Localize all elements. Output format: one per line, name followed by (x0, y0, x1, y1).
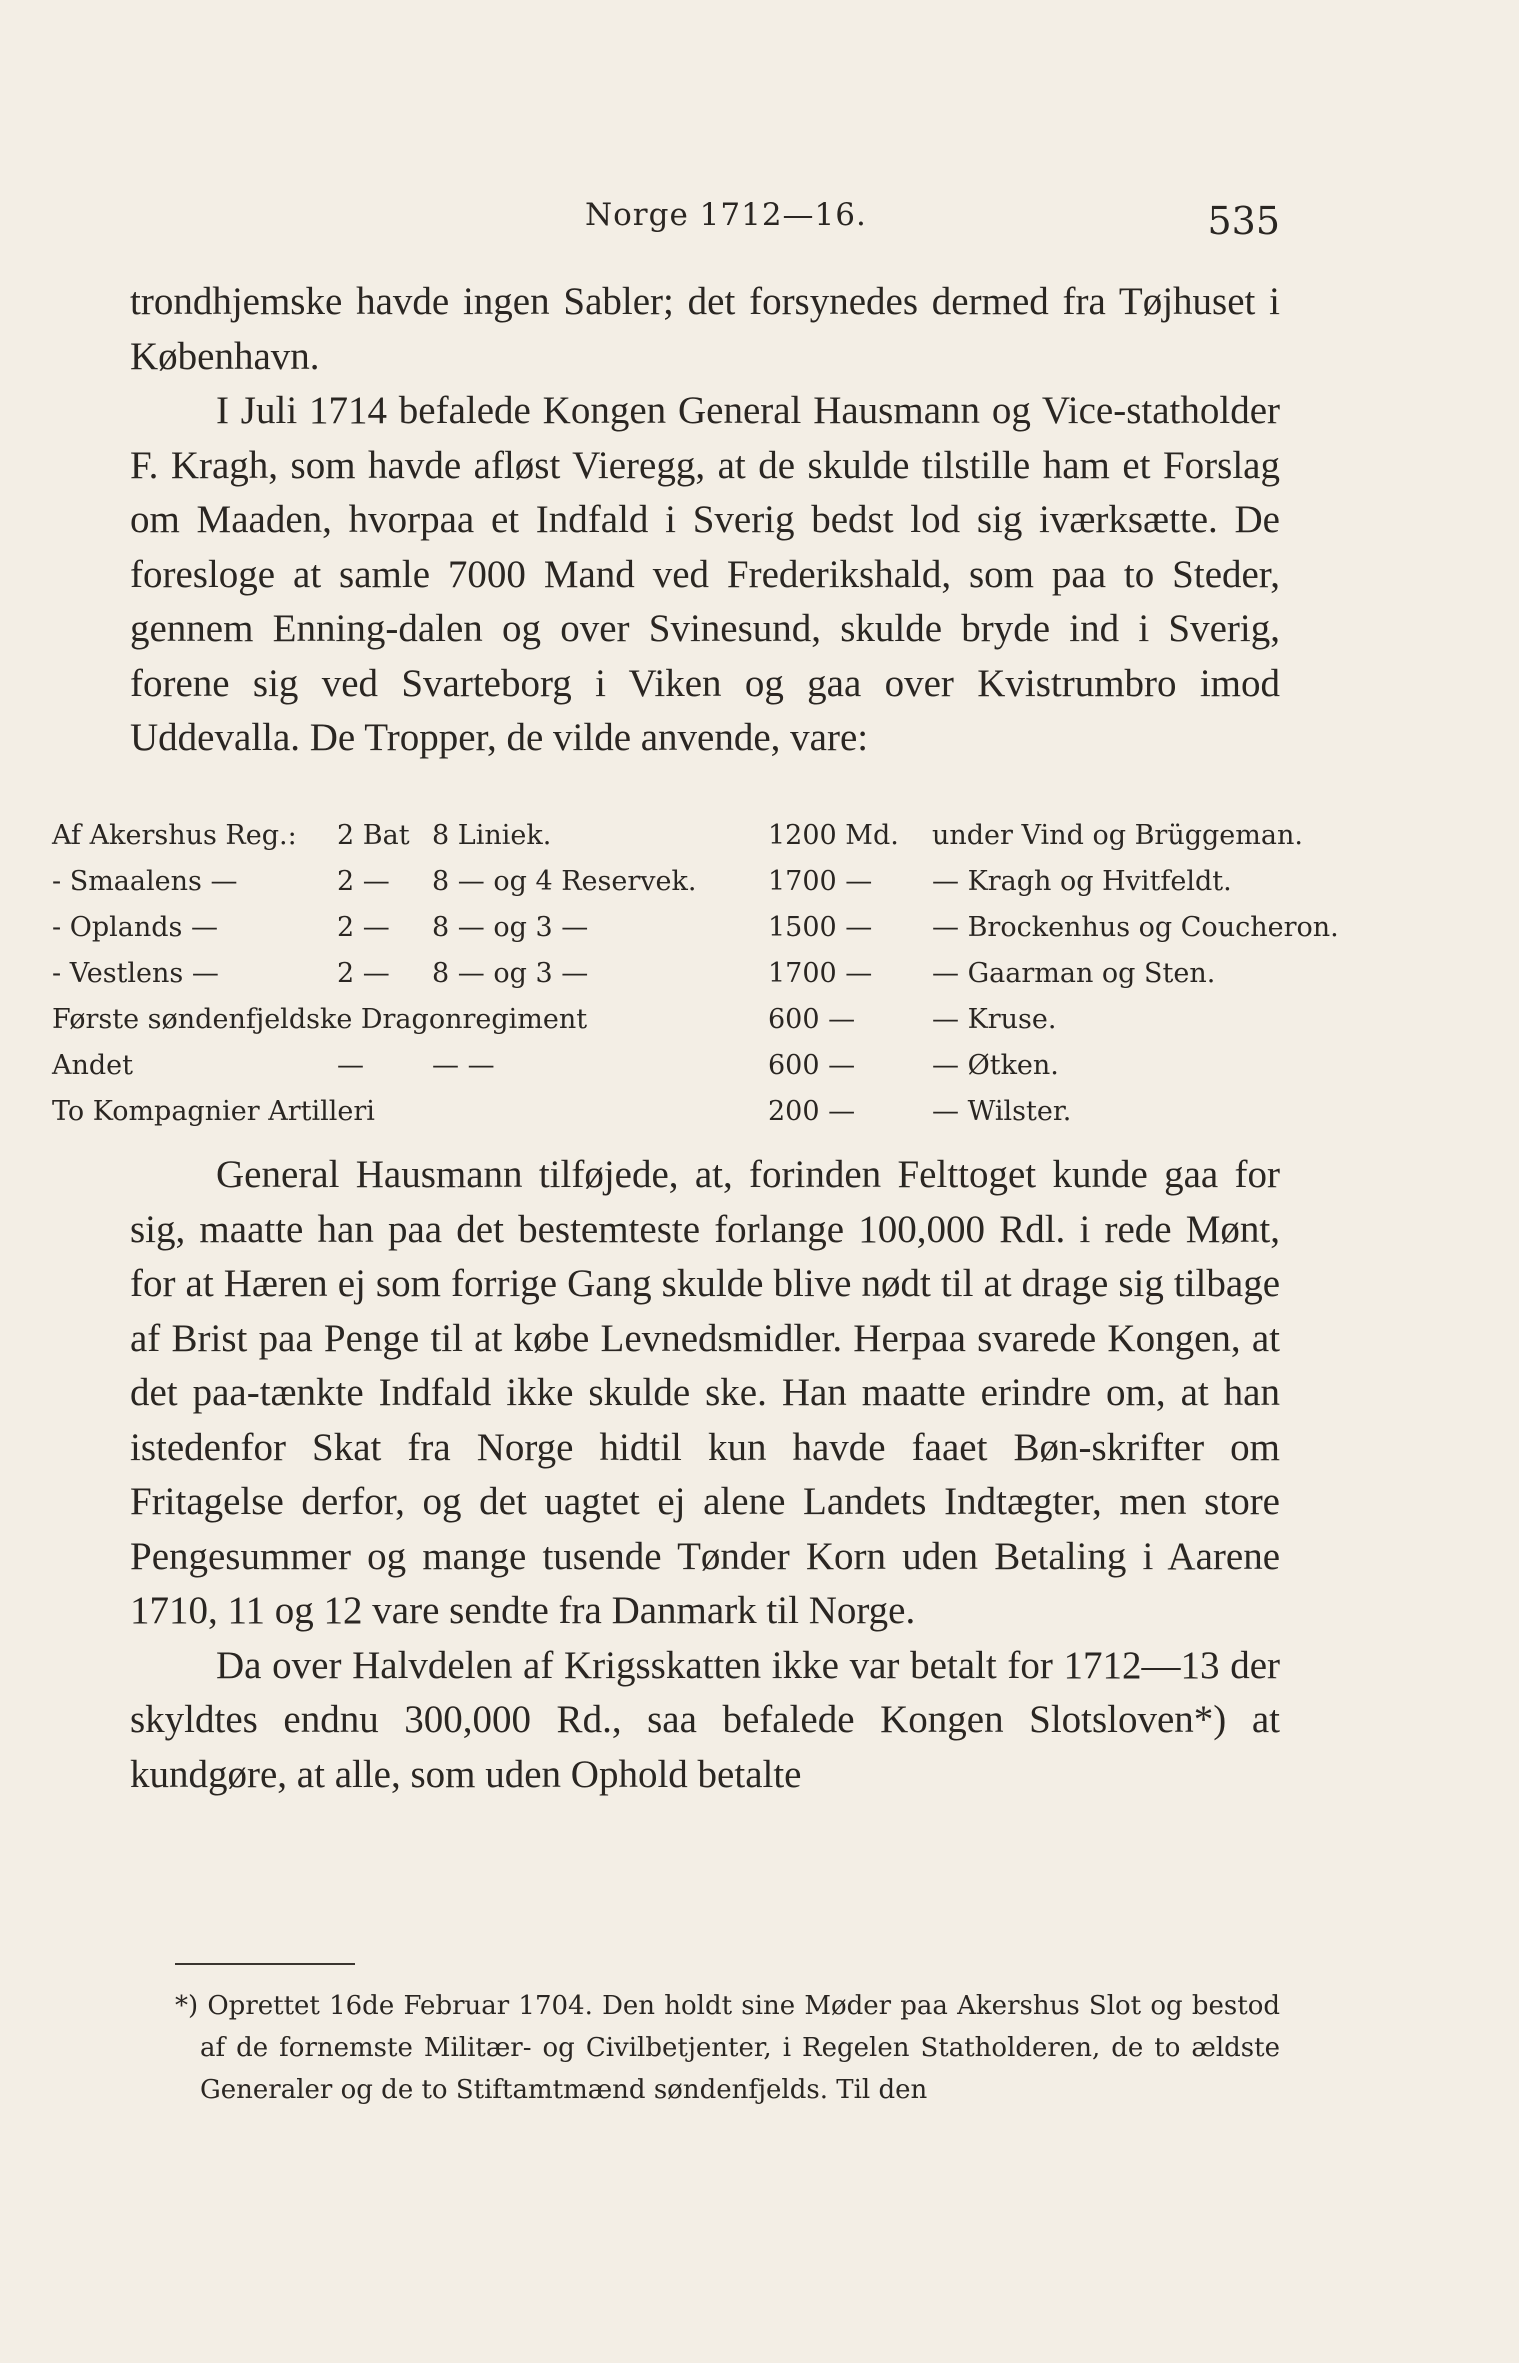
troop-men: 1500 — (768, 912, 873, 943)
troop-companies: 8 — og 3 — (432, 912, 589, 943)
paragraph: trondhjemske havde ingen Sabler; det forsynedes dermed fra Tøjhuset i København. (130, 280, 1280, 378)
troop-commanders: — Øtken. (932, 1050, 1059, 1081)
troop-battalions: 2 — (337, 866, 390, 897)
body-text-top (130, 275, 1280, 766)
paragraph: General Hausmann tilføjede, at, forinden Felttoget kunde gaa for sig, maatte han paa det bestemteste forlange 100,000 Rdl. i rede Mønt, for at Hæren ej som forrige Gang skulde blive nødt til at drage sig tilbage af Brist paa Penge til at købe Levnedsmidler. Herpaa svarede Kongen, at det paa-tænkte Indfald ikke skulde ske. Han maatte erindre om, at han istedenfor Skat fra Norge hidtil kun havde faaet Bøn-skrifter om Fritagelse derfor, og det uagtet ej alene Landets Indtægter, men store Pengesummer og mange tusende Tønder Korn uden Betaling i Aarene 1710, 11 og 12 vare sendte fra Danmark til Norge. (130, 1153, 1280, 1632)
troop-unit: To Kompagnier Artilleri (52, 1096, 375, 1127)
table-row (52, 1050, 1352, 1096)
troop-men: 600 — (768, 1004, 856, 1035)
troop-unit: - Vestlens — (52, 958, 219, 989)
troop-commanders: — Kruse. (932, 1004, 1057, 1035)
troop-men: 1200 Md. (768, 820, 899, 851)
troop-companies: 8 — og 4 Reservek. (432, 866, 697, 897)
troop-commanders: — Gaarman og Sten. (932, 958, 1216, 989)
troop-men: 600 — (768, 1050, 856, 1081)
troop-unit: - Smaalens — (52, 866, 238, 897)
table-row (52, 958, 1352, 1004)
troop-commanders: — Brockenhus og Coucheron. (932, 912, 1339, 943)
paragraph: Da over Halvdelen af Krigsskatten ikke var betalt for 1712—13 der skyldtes endnu 300,000 Rd., saa befalede Kongen Slotsloven*) at kundgøre, at alle, som uden Ophold betalte (130, 1643, 1280, 1796)
troop-battalions: 2 Bat (337, 820, 410, 851)
troop-unit: Andet (52, 1050, 133, 1081)
troop-commanders: under Vind og Brüggeman. (932, 820, 1303, 851)
troop-men: 200 — (768, 1096, 856, 1127)
troop-unit: Første søndenfjeldske Dragonregiment (52, 1004, 588, 1035)
troop-companies: — — (432, 1050, 495, 1081)
troop-commanders: — Wilster. (932, 1096, 1072, 1127)
troop-men: 1700 — (768, 866, 873, 897)
footnote-text: *) Oprettet 16de Februar 1704. Den holdt sine Møder paa Akershus Slot og bestod af de fornemste Militær- og Civilbetjenter, i Regelen Statholderen, de to ældste Generaler og de to Stiftamtmænd søndenfjelds. Til den (175, 1991, 1280, 2105)
troop-men: 1700 — (768, 958, 873, 989)
troop-commanders: — Kragh og Hvitfeldt. (932, 866, 1232, 897)
troop-unit: Af Akershus Reg.: (52, 820, 297, 851)
running-title: Norge 1712—16. (585, 197, 867, 233)
page-header (130, 185, 1280, 245)
troop-companies: 8 — og 3 — (432, 958, 589, 989)
table-row (52, 866, 1352, 912)
table-row (52, 912, 1352, 958)
body-text-bottom (130, 1148, 1280, 1802)
troops-table (52, 820, 1352, 1142)
troop-unit: - Oplands — (52, 912, 218, 943)
troop-battalions: 2 — (337, 912, 390, 943)
table-row (52, 1004, 1352, 1050)
troop-battalions: 2 — (337, 958, 390, 989)
troop-battalions: — (337, 1050, 364, 1081)
table-row (52, 820, 1352, 866)
paragraph: I Juli 1714 befalede Kongen General Hausmann og Vice-statholder F. Kragh, som havde afløst Vieregg, at de skulde tilstille ham et Forslag om Maaden, hvorpaa et Indfald i Sverig bedst lod sig iværksætte. De foresloge at samle 7000 Mand ved Frederikshald, som paa to Steder, gennem Enning-dalen og over Svinesund, skulde bryde ind i Sverig, forene sig ved Svarteborg i Viken og gaa over Kvistrumbro imod Uddevalla. De Tropper, de vilde anvende, vare: (130, 389, 1280, 759)
troop-companies: 8 Liniek. (432, 820, 552, 851)
table-row (52, 1096, 1352, 1142)
page-number: 535 (1207, 199, 1280, 243)
footnote (175, 1985, 1280, 2111)
footnote-divider (175, 1963, 355, 1965)
